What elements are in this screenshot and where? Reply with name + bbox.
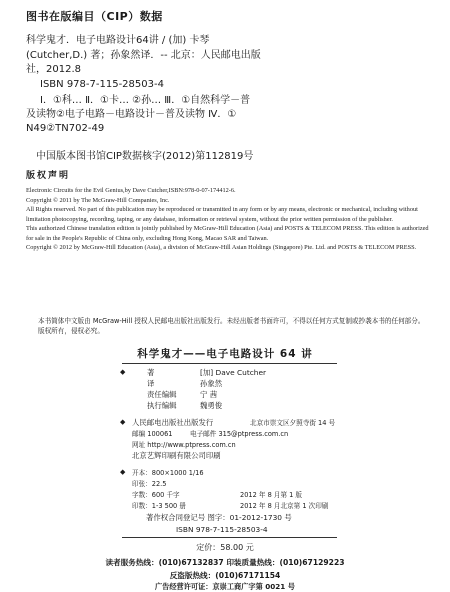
divider-bottom <box>122 537 337 538</box>
email: 电子邮件 315@ptpress.com.cn <box>190 430 289 438</box>
printer: 北京艺辉印刷有限公司印刷 <box>132 451 221 460</box>
cip-record-number: 中国版本图书馆CIP数据核字(2012)第112819号 <box>36 151 254 162</box>
postcode: 邮编 100061 <box>132 430 173 438</box>
divider-top <box>122 363 337 364</box>
sheets: 印张：22.5 <box>132 480 167 488</box>
english-paragraph: This authorized Chinese translation edition is jointly published by McGraw-Hill Education (Asia) and POSTS & TELECOM PRESS. This edition is authorized for sale in the People's Republic of China only, excluding Hong Kong, Macao SAR and Taiwan. <box>26 225 429 242</box>
price: 定价：58.00 元 <box>196 543 254 552</box>
english-copyright-block <box>26 186 434 253</box>
anti-piracy-hotline: 反盗版热线：(010)67171154 <box>169 571 281 580</box>
author-label: 著 <box>147 368 155 377</box>
english-paragraph: Copyright © 2012 by McGraw-Hill Education (Asia), a division of McGraw-Hill Asian Holdings (Singapore) Pte. Ltd. and POSTS & TELECOM PRESS. <box>26 244 417 251</box>
edition: 2012 年 8 月第 1 版 <box>240 491 303 499</box>
ad-license: 广告经营许可证：京崇工商广字第 0021 号 <box>154 582 295 591</box>
print-run: 印数：1-3 500 册 <box>132 502 186 510</box>
website: 网址 http://www.ptpress.com.cn <box>132 441 236 449</box>
cip-classification <box>26 94 426 136</box>
printing: 2012 年 8 月北京第 1 次印刷 <box>240 502 329 510</box>
translator-value: 孙象然 <box>200 379 223 388</box>
reader-service-hotline: 读者服务热线：(010)67132837 印装质量热线：(010)67129223 <box>105 558 345 567</box>
format: 开本：800×1000 1/16 <box>132 469 204 477</box>
cip-title: 图书在版编目（CIP）数据 <box>26 10 163 23</box>
cip-class-line-2: 及读物②电子电路－电路设计－普及读物 Ⅳ．① <box>26 109 237 120</box>
exec-editor-label: 执行编辑 <box>147 401 177 410</box>
translator-label: 译 <box>147 379 155 388</box>
cip-author-line: (Cutcher,D.) 著；孙象然译．-- 北京：人民邮电出版 <box>26 49 261 61</box>
cip-isbn: ISBN 978-7-115-28503-4 <box>40 78 164 90</box>
english-paragraph: All Rights reserved. No part of this publication may be reproduced or transmitted in any form or by any means, electronic or mechanical, including without limitation photocopying, recording, taping, or any database, information or retrieval system, without the prior written permission of the publisher. <box>26 206 418 223</box>
colophon-isbn: ISBN 978-7-115-28503-4 <box>176 525 268 534</box>
author-value: [加] Dave Cutcher <box>200 368 267 377</box>
book-title: 科学鬼才——电子电路设计 64 讲 <box>137 348 313 360</box>
chinese-rights-notice <box>26 316 434 336</box>
all-rights-reserved: 版权所有，侵权必究。 <box>38 327 104 335</box>
english-paragraph: Copyright © 2011 by The McGraw-Hill Companies, Inc. <box>26 196 170 204</box>
english-paragraph: Electronic Circuits for the Evil Genius,by Dave Cutcher,ISBN:978-0-07-174412-6. <box>26 187 236 194</box>
cip-class-line-3: N49②TN702-49 <box>26 123 105 134</box>
word-count: 字数：600 千字 <box>132 491 180 499</box>
cip-class-line-1: Ⅰ．①科… Ⅱ．①卡… ②孙… Ⅲ．①自然科学－普 <box>40 95 251 106</box>
cip-publisher-line: 社，2012.8 <box>26 64 81 75</box>
cip-title-line: 科学鬼才．电子电路设计64讲 / (加) 卡琴 <box>26 35 210 46</box>
editor-value: 宁 茜 <box>200 390 218 399</box>
publisher-address: 北京市崇文区夕照寺街 14 号 <box>250 419 336 427</box>
editor-label: 责任编辑 <box>147 390 177 399</box>
rights-heading: 版权声明 <box>26 171 71 181</box>
copyright-contract: 著作权合同登记号 图字：01-2012-1730 号 <box>146 513 292 522</box>
authorization-notice: 本书简体中文版由 McGraw-Hill 授权人民邮电出版社出版发行。未经出版者书面许可，不得以任何方式复制或抄袭本书的任何部分。 <box>38 317 425 325</box>
cip-bibliographic-block <box>26 34 426 92</box>
exec-editor-value: 魏勇俊 <box>200 401 223 410</box>
publisher: 人民邮电出版社出版发行 <box>132 418 214 427</box>
